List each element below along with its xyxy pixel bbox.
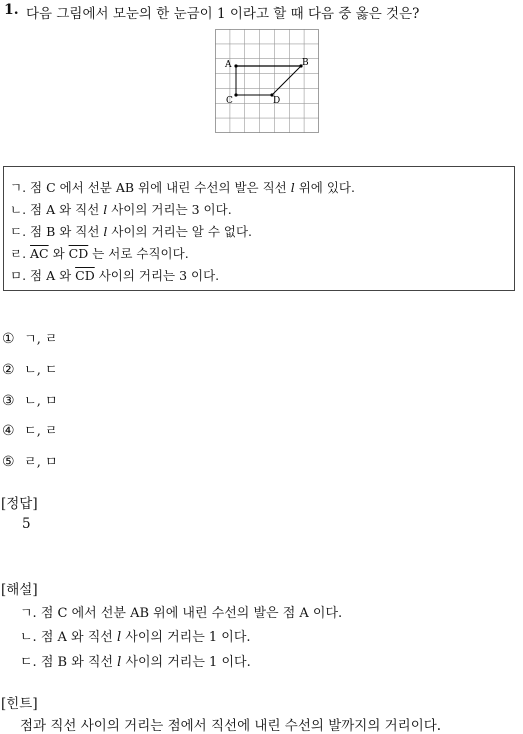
label-b: B: [302, 58, 309, 68]
statement-4: ㄹ. $\overline{AC}$ 와 $\overline{CD}$ 는 서로 수직이다.: [10, 246, 189, 261]
choice-3-mark: ③: [2, 393, 15, 409]
choice-2[interactable]: ② ㄴ, ㄷ: [2, 362, 58, 378]
explanation-line-1: ㄱ. 점 C 에서 선분 AB 위에 내린 수선의 발은 점 A 이다.: [20, 606, 343, 621]
choice-4-mark: ④: [2, 423, 15, 439]
label-a: A: [225, 60, 232, 70]
statement-5: ㅁ. 점 A 와 $\overline{CD}$ 사이의 거리는 3 이다.: [10, 268, 220, 283]
choice-2-mark: ②: [2, 362, 15, 378]
choice-1-mark: ①: [2, 331, 15, 347]
explanation-line-3: ㄷ. 점 B 와 직선 l 사이의 거리는 1 이다.: [20, 655, 251, 670]
hint-label: [힌트]: [1, 696, 38, 712]
segment-bd: [272, 66, 301, 95]
label-c: C: [226, 96, 233, 106]
explanation-label: [해설]: [1, 582, 38, 598]
choice-1[interactable]: ① ㄱ, ㄹ: [2, 331, 58, 347]
choice-5[interactable]: ⑤ ㄹ, ㅁ: [2, 454, 58, 470]
choice-5-mark: ⑤: [2, 454, 15, 470]
statement-box: [3, 166, 515, 291]
explanation-line-2: ㄴ. 점 A 와 직선 l 사이의 거리는 1 이다.: [20, 630, 251, 645]
point-c: [234, 93, 237, 96]
statement-1: ㄱ. 점 C 에서 선분 AB 위에 내린 수선의 발은 직선 l 위에 있다.: [10, 180, 355, 195]
point-a: [234, 64, 237, 67]
choice-3[interactable]: ③ ㄴ, ㅁ: [2, 393, 58, 409]
answer-value: 5: [22, 516, 31, 532]
choice-4[interactable]: ④ ㄷ, ㄹ: [2, 423, 58, 439]
hint-text: 점과 직선 사이의 거리는 점에서 직선에 내린 수선의 발까지의 거리이다.: [20, 718, 442, 734]
question-number: 1.: [4, 2, 19, 18]
statement-3: ㄷ. 점 B 와 직선 l 사이의 거리는 알 수 없다.: [10, 224, 252, 239]
answer-label: [정답]: [1, 496, 38, 512]
statement-2: ㄴ. 점 A 와 직선 l 사이의 거리는 3 이다.: [10, 202, 232, 217]
question-text: 다음 그림에서 모눈의 한 눈금이 1 이라고 할 때 다음 중 옳은 것은?: [26, 6, 420, 22]
grid-figure: [215, 29, 319, 133]
label-d: D: [273, 96, 281, 106]
